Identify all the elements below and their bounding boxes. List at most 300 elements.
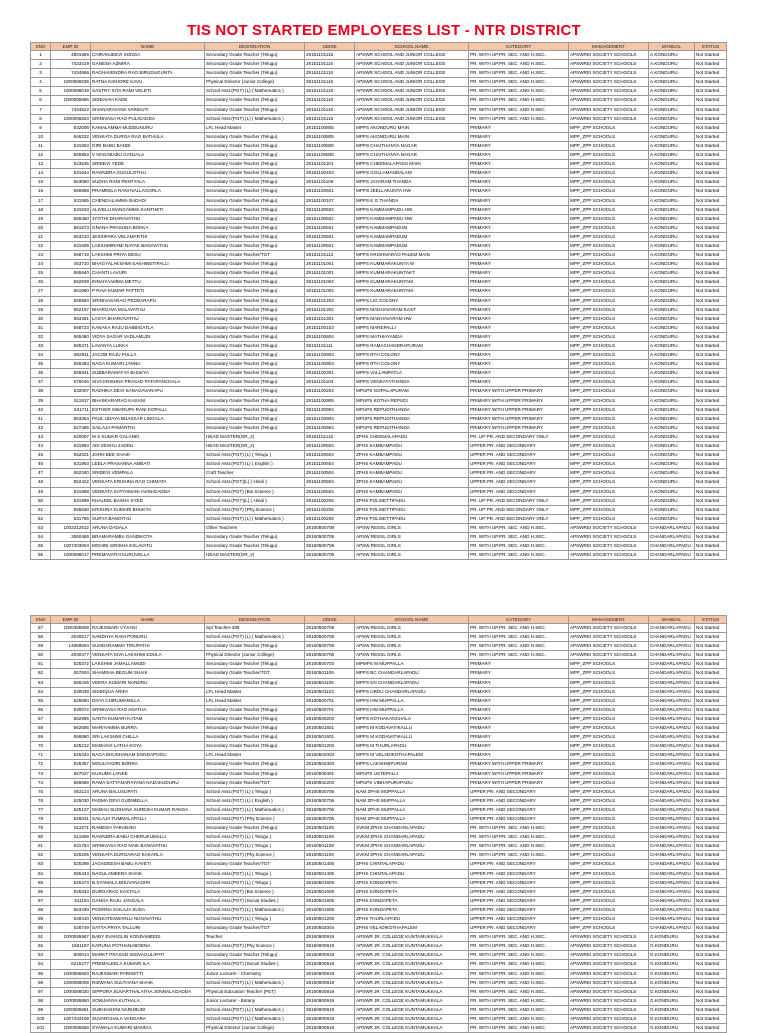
- cell-category: PR. WITH UP.PR. SEC. AND H.SEC.: [469, 542, 569, 551]
- table-row: [31, 505, 727, 514]
- table-row: [31, 824, 727, 833]
- table-row: [31, 78, 727, 87]
- cell-mandal: CHANDARLAPADU: [649, 842, 695, 851]
- cell-category: PR. WITH UP.PR. SEC. AND H.SEC.: [469, 1024, 569, 1033]
- cell-name: SANDHYA RANI PONURU: [91, 633, 205, 642]
- cell-management: APSWREI SOCIETY SCHOOLS: [569, 69, 649, 78]
- cell-school: APSWR JR. COLLEGE KUNTAMUKKALA: [355, 1024, 469, 1033]
- table-row: [31, 724, 727, 733]
- cell-mandal: CHANDARLAPADU: [649, 796, 695, 805]
- cell-sno: 64: [31, 687, 51, 696]
- cell-udise: 28160900919: [305, 951, 355, 960]
- cell-management: APSWREI SOCIETY SCHOOLS: [569, 942, 649, 951]
- column-header-sno: SNO: [31, 43, 51, 51]
- cell-management: MPP_ZPP SCHOOLS: [569, 724, 649, 733]
- cell-mandal: A.KONDURU: [649, 196, 695, 205]
- cell-status: Not Started: [695, 824, 727, 833]
- cell-name: SRINIVASA RAO NAIK BANAVATHU: [91, 842, 205, 851]
- cell-mandal: A.KONDURU: [649, 169, 695, 178]
- table-row: [31, 833, 727, 842]
- column-header-name: NAME: [91, 43, 205, 51]
- cell-udise: 28160900919: [305, 1005, 355, 1014]
- cell-sno: 52: [31, 514, 51, 523]
- cell-management: APSWREI SOCIETY SCHOOLS: [569, 633, 649, 642]
- cell-sno: 74: [31, 778, 51, 787]
- column-header-status: STATUS: [695, 43, 727, 51]
- cell-emp: 2860486: [51, 532, 91, 541]
- table-row: [31, 678, 727, 687]
- cell-name: VENKATA KRISHNA RAO CHIMATA: [91, 478, 205, 487]
- cell-management: APSWREI SOCIETY SCHOOLS: [569, 996, 649, 1005]
- table-row: [31, 769, 727, 778]
- cell-designation: HEAD MASTER(GR_2): [205, 432, 305, 441]
- cell-sno: 43: [31, 432, 51, 441]
- cell-category: PR. UP PR. AND SECONDARY ONLY: [469, 505, 569, 514]
- cell-mandal: CHANDARLAPADU: [649, 896, 695, 905]
- cell-mandal: CHANDARLAPADU: [649, 724, 695, 733]
- cell-status: Not Started: [695, 114, 727, 123]
- cell-status: Not Started: [695, 251, 727, 260]
- cell-emp: 558723: [51, 323, 91, 332]
- table-row: [31, 387, 727, 396]
- cell-sno: 30: [31, 314, 51, 323]
- cell-udise: 28161100808: [305, 141, 355, 150]
- cell-sno: 51: [31, 505, 51, 514]
- cell-category: PR. WITH UP.PR. SEC. AND H.SEC.: [469, 933, 569, 942]
- cell-udise: 28161100204: [305, 387, 355, 396]
- cell-mandal: G.KONDURU: [649, 942, 695, 951]
- table-row: [31, 996, 727, 1005]
- cell-name: CHENGALAMMA BADADI: [91, 196, 205, 205]
- cell-sno: 31: [31, 323, 51, 332]
- cell-designation: Secondary Grade Teacher (Telugu): [205, 360, 305, 369]
- cell-emp: 14859604: [51, 642, 91, 651]
- cell-emp: 531509: [51, 241, 91, 250]
- cell-name: VENKATA SIVA LAKSHMI EDULA: [91, 651, 205, 660]
- column-header-designation: DESIGNATION: [205, 616, 305, 624]
- cell-mandal: CHANDARLAPADU: [649, 705, 695, 714]
- cell-name: SIVANARAYANA VARIKUTI: [91, 105, 205, 114]
- table-row: [31, 432, 727, 441]
- cell-emp: 1000086017: [51, 551, 91, 560]
- cell-name: KUSUMA LANKE: [91, 769, 205, 778]
- cell-udise: 28160900919: [305, 969, 355, 978]
- cell-designation: School Asst.(PGT) (L) ( Mathematics ): [205, 114, 305, 123]
- cell-sno: 56: [31, 551, 51, 560]
- table-row: [31, 105, 727, 114]
- cell-management: APSWREI SOCIETY SCHOOLS: [569, 87, 649, 96]
- cell-mandal: A.KONDURU: [649, 223, 695, 232]
- cell-mandal: A.KONDURU: [649, 487, 695, 496]
- cell-school: ZPHS THURLAPADU: [355, 915, 469, 924]
- cell-category: PRIMARY: [469, 696, 569, 705]
- cell-management: MPP_ZPP SCHOOLS: [569, 296, 649, 305]
- cell-name: NAGA BHUSHANAM KONDAPOGU: [91, 751, 205, 760]
- cell-status: Not Started: [695, 933, 727, 942]
- cell-name: VENKATA SATYAMANI AVANIGADDA: [91, 487, 205, 496]
- cell-designation: Secondary Grade Teacher (Telugu): [205, 132, 305, 141]
- cell-udise: 28160501109: [305, 842, 355, 851]
- cell-management: MPP_ZPP SCHOOLS: [569, 696, 649, 705]
- cell-name: RADHIKA DEVI SANAGAVARAPU: [91, 387, 205, 396]
- table-row: [31, 915, 727, 924]
- cell-mandal: CHANDARLAPADU: [649, 678, 695, 687]
- cell-school: ZPHS KAMBAMPADU: [355, 451, 469, 460]
- cell-status: Not Started: [695, 460, 727, 469]
- cell-sno: 66: [31, 705, 51, 714]
- cell-name: MADHU SUDHANA SURESH KUMAR RANGA: [91, 805, 205, 814]
- cell-mandal: A.KONDURU: [649, 305, 695, 314]
- cell-status: Not Started: [695, 342, 727, 351]
- cell-status: Not Started: [695, 915, 727, 924]
- cell-sno: 61: [31, 660, 51, 669]
- cell-emp: 6215277: [51, 960, 91, 969]
- cell-status: Not Started: [695, 51, 727, 60]
- cell-udise: 28161101101: [305, 160, 355, 169]
- cell-status: Not Started: [695, 833, 727, 842]
- cell-sno: 69: [31, 733, 51, 742]
- table-row: [31, 296, 727, 305]
- cell-udise: 28160501605: [305, 896, 355, 905]
- cell-udise: 28160501601: [305, 724, 355, 733]
- table-row: [31, 714, 727, 723]
- cell-status: Not Started: [695, 960, 727, 969]
- cell-category: PRIMARY: [469, 241, 569, 250]
- cell-udise: 28160500708: [305, 651, 355, 660]
- column-header-emp: EMP ID: [51, 43, 91, 51]
- cell-category: PR. WITH UP.PR. SEC. AND H.SEC.: [469, 833, 569, 842]
- cell-name: SYAMALA KUMARI MANIGA: [91, 1024, 205, 1033]
- cell-mandal: CHANDARLAPADU: [649, 624, 695, 633]
- column-header-category: CATEGORY: [469, 616, 569, 624]
- cell-status: Not Started: [695, 123, 727, 132]
- cell-category: PRIMARY: [469, 196, 569, 205]
- cell-status: Not Started: [695, 378, 727, 387]
- cell-status: Not Started: [695, 687, 727, 696]
- cell-school: NAM ZPHS MUPPALLA: [355, 796, 469, 805]
- cell-sno: 68: [31, 724, 51, 733]
- cell-mandal: G.KONDURU: [649, 987, 695, 996]
- cell-category: PRIMARY: [469, 132, 569, 141]
- cell-mandal: G.KONDURU: [649, 969, 695, 978]
- cell-status: Not Started: [695, 860, 727, 869]
- cell-sno: 53: [31, 523, 51, 532]
- cell-management: MPP_ZPP SCHOOLS: [569, 214, 649, 223]
- cell-designation: Secondary Grade Teacher (Telugu): [205, 660, 305, 669]
- cell-school: MPPS RTH COLONY: [355, 360, 469, 369]
- cell-category: PRIMARY: [469, 151, 569, 160]
- cell-management: MPP_ZPP SCHOOLS: [569, 751, 649, 760]
- cell-sno: 55: [31, 542, 51, 551]
- cell-sno: 49: [31, 487, 51, 496]
- cell-udise: 28161101116: [305, 114, 355, 123]
- cell-management: MPP_ZPP SCHOOLS: [569, 887, 649, 896]
- cell-school: APSW RESSL GIRLS: [355, 551, 469, 560]
- cell-udise: 28160900919: [305, 1024, 355, 1033]
- cell-school: MPPS GOLLAMANDALAM: [355, 169, 469, 178]
- cell-management: MPP_ZPP SCHOOLS: [569, 915, 649, 924]
- cell-sno: 34: [31, 351, 51, 360]
- cell-mandal: CHANDARLAPADU: [649, 660, 695, 669]
- cell-designation: Secondary Grade Teacher/TGT: [205, 669, 305, 678]
- cell-mandal: CHANDARLAPADU: [649, 642, 695, 651]
- cell-school: APSWR SCHOOL AND JUNIOR COLLEGE: [355, 114, 469, 123]
- cell-management: MPP_ZPP SCHOOLS: [569, 169, 649, 178]
- cell-school: MPPS KAMMAMPADUM: [355, 223, 469, 232]
- cell-school: ZPHS KONDAPETA: [355, 896, 469, 905]
- cell-emp: 555963: [51, 296, 91, 305]
- cell-mandal: A.KONDURU: [649, 214, 695, 223]
- column-header-school: SCHOOL NAME: [355, 43, 469, 51]
- cell-name: RAGHAVENDRA RAO BIRUDUGUNTA: [91, 69, 205, 78]
- cell-designation: Secondary Grade Teacher/TGT: [205, 778, 305, 787]
- cell-emp: 557604: [51, 669, 91, 678]
- table-row: [31, 214, 727, 223]
- cell-mandal: CHANDARLAPADU: [649, 805, 695, 814]
- cell-name: ADI SESHU JADDU: [91, 442, 205, 451]
- cell-school: MPUPS USTEPALLI: [355, 769, 469, 778]
- cell-emp: 552114: [51, 787, 91, 796]
- cell-management: APSWREI SOCIETY SCHOOLS: [569, 542, 649, 551]
- cell-category: UPPER PR. AND SECONDARY: [469, 460, 569, 469]
- cell-emp: 523536: [51, 160, 91, 169]
- cell-designation: Secondary Grade Teacher (Telugu): [205, 351, 305, 360]
- cell-category: UPPER PR. AND SECONDARY: [469, 805, 569, 814]
- cell-school: ZPHS KONDAPETA: [355, 905, 469, 914]
- table-row: [31, 869, 727, 878]
- cell-category: PR. WITH UP.PR. SEC. AND H.SEC.: [469, 96, 569, 105]
- cell-name: ESTHER SWARUPA RANI KOPALLI: [91, 405, 205, 414]
- cell-name: PREMALEELA KUMARI ILA: [91, 960, 205, 969]
- cell-category: UPPER PR. AND SECONDARY: [469, 915, 569, 924]
- cell-designation: Secondary Grade Teacher (Telugu): [205, 414, 305, 423]
- cell-school: ZPHS POLISETTIPADU: [355, 496, 469, 505]
- cell-name: SRINIVASA RAO ANATHA: [91, 705, 205, 714]
- cell-name: SUBHASHINI NARUBUDI: [91, 1005, 205, 1014]
- cell-school: MPUPS REPUDITHANDA: [355, 405, 469, 414]
- table-row: [31, 205, 727, 214]
- cell-sno: 77: [31, 805, 51, 814]
- cell-mandal: G.KONDURU: [649, 1024, 695, 1033]
- cell-designation: Physical Director (Junior College): [205, 1024, 305, 1033]
- cell-name: SOWJANYA KUTHALA: [91, 996, 205, 1005]
- cell-school: SVKM ZPHS CHANDARLAPADU: [355, 851, 469, 860]
- cell-status: Not Started: [695, 869, 727, 878]
- cell-school: APSWR SCHOOL AND JUNIOR COLLEGE: [355, 105, 469, 114]
- table-row: [31, 551, 727, 560]
- cell-status: Not Started: [695, 160, 727, 169]
- cell-name: BHAGYALAKSHMI SAKHINETIPALLI: [91, 260, 205, 269]
- table-row: [31, 360, 727, 369]
- cell-sno: 89: [31, 915, 51, 924]
- cell-designation: Physical Education Teacher (PET): [205, 987, 305, 996]
- cell-emp: 552021: [51, 451, 91, 460]
- cell-mandal: A.KONDURU: [649, 432, 695, 441]
- column-header-mandal: MANDAL: [649, 616, 695, 624]
- cell-name: RAVINDRA BABU CHERUKUMALLI: [91, 833, 205, 842]
- cell-category: PRIMARY WITH UPPER PRIMARY: [469, 414, 569, 423]
- cell-status: Not Started: [695, 105, 727, 114]
- cell-status: Not Started: [695, 223, 727, 232]
- column-header-management: MANAGEMENT: [569, 616, 649, 624]
- cell-sno: 91: [31, 933, 51, 942]
- cell-school: ZPHS KAMBAMPADU: [355, 469, 469, 478]
- cell-sno: 26: [31, 278, 51, 287]
- cell-sno: 6: [31, 96, 51, 105]
- cell-emp: 546332: [51, 132, 91, 141]
- cell-category: PRIMARY WITH UPPER PRIMARY: [469, 387, 569, 396]
- cell-udise: 28160502004: [305, 924, 355, 933]
- cell-status: Not Started: [695, 278, 727, 287]
- table-row: [31, 805, 727, 814]
- cell-status: Not Started: [695, 1024, 727, 1033]
- cell-emp: 563391: [51, 314, 91, 323]
- table-row: [31, 323, 727, 332]
- cell-mandal: A.KONDURU: [649, 442, 695, 451]
- cell-emp: 558680: [51, 733, 91, 742]
- cell-management: APSWREI SOCIETY SCHOOLS: [569, 532, 649, 541]
- cell-school: MPPS CHEEMALAPADU MAIN: [355, 160, 469, 169]
- cell-mandal: A.KONDURU: [649, 260, 695, 269]
- cell-mandal: CHANDARLAPADU: [649, 915, 695, 924]
- cell-management: MPP_ZPP SCHOOLS: [569, 742, 649, 751]
- cell-name: VENKATA DURGA RAO BATHULA: [91, 132, 205, 141]
- cell-category: PR. WITH UP.PR. SEC. AND H.SEC.: [469, 1015, 569, 1024]
- cell-school: APSWR JR. COLLEGE KUNTAMUKKALA: [355, 942, 469, 951]
- cell-school: APSW RESSL GIRLS: [355, 523, 469, 532]
- cell-category: PR. WITH UP.PR. SEC. AND H.SEC.: [469, 551, 569, 560]
- cell-status: Not Started: [695, 387, 727, 396]
- cell-udise: 28160501605: [305, 887, 355, 896]
- cell-udise: 28161101203: [305, 296, 355, 305]
- cell-management: MPP_ZPP SCHOOLS: [569, 442, 649, 451]
- cell-name: MOHINI SIRISHA ESLAVATU: [91, 542, 205, 551]
- cell-name: POORNA SAILAJA SUDA: [91, 905, 205, 914]
- table-row: [31, 796, 727, 805]
- cell-status: Not Started: [695, 942, 727, 951]
- cell-school: MPPS KUMMARAKUNTAKT: [355, 269, 469, 278]
- cell-mandal: A.KONDURU: [649, 369, 695, 378]
- cell-udise: 28160500708: [305, 633, 355, 642]
- cell-designation: Physical Director (Junior College): [205, 78, 305, 87]
- cell-designation: Secondary Grade Teacher (Telugu): [205, 305, 305, 314]
- cell-management: MPP_ZPP SCHOOLS: [569, 269, 649, 278]
- cell-emp: 530039: [51, 687, 91, 696]
- cell-name: CHIRANJEEVI SONGA: [91, 51, 205, 60]
- cell-udise: 28160500706: [305, 796, 355, 805]
- cell-name: SRINIVASA RAO PULIGADDA: [91, 114, 205, 123]
- cell-emp: 561990: [51, 287, 91, 296]
- cell-sno: 94: [31, 960, 51, 969]
- cell-name: SATYA PRIYA TALLURI: [91, 924, 205, 933]
- table-row: [31, 751, 727, 760]
- cell-category: PR. WITH UP.PR. SEC. AND H.SEC.: [469, 624, 569, 633]
- cell-emp: 562995: [51, 714, 91, 723]
- table-row: [31, 232, 727, 241]
- table-row: [31, 1015, 727, 1024]
- cell-management: MPP_ZPP SCHOOLS: [569, 687, 649, 696]
- cell-mandal: CHANDARLAPADU: [649, 760, 695, 769]
- cell-mandal: A.KONDURU: [649, 405, 695, 414]
- cell-sno: 20: [31, 223, 51, 232]
- table-row: [31, 660, 727, 669]
- cell-school: APSWR JR. COLLEGE KUNTAMUKKALA: [355, 996, 469, 1005]
- cell-emp: 525372: [51, 660, 91, 669]
- cell-sno: 9: [31, 123, 51, 132]
- cell-emp: 800014: [51, 951, 91, 960]
- cell-name: MOULIYADRI BORRA: [91, 760, 205, 769]
- cell-emp: 511669: [51, 833, 91, 842]
- cell-school: NAM ZPHS MUPPALLA: [355, 787, 469, 796]
- cell-designation: School Asst.(PGT) (Phy.Science ): [205, 942, 305, 951]
- cell-sno: 18: [31, 205, 51, 214]
- cell-category: PRIMARY: [469, 169, 569, 178]
- cell-name: LASYA BHAROVATHU: [91, 314, 205, 323]
- cell-category: UPPER PR. AND SECONDARY: [469, 878, 569, 887]
- cell-udise: 28161101116: [305, 87, 355, 96]
- table-row: [31, 887, 727, 896]
- cell-name: KHALEEL BASHA SYED: [91, 496, 205, 505]
- cell-category: PRIMARY: [469, 705, 569, 714]
- cell-management: APSWREI SOCIETY SCHOOLS: [569, 651, 649, 660]
- cell-sno: 98: [31, 996, 51, 1005]
- table-row: [31, 633, 727, 642]
- table-row: [31, 960, 727, 969]
- table-row: [31, 160, 727, 169]
- cell-emp: 555958: [51, 187, 91, 196]
- cell-emp: 556686: [51, 778, 91, 787]
- cell-management: MPP_ZPP SCHOOLS: [569, 851, 649, 860]
- cell-name: LAKSHMIRAMI NAYAK BANAVATHU: [91, 241, 205, 250]
- cell-name: SASTRY SITA RAMI VELETI: [91, 87, 205, 96]
- cell-management: MPP_ZPP SCHOOLS: [569, 151, 649, 160]
- cell-mandal: CHANDARLAPADU: [649, 696, 695, 705]
- cell-school: MPPS KRISHNARAO PALEM MAIN: [355, 251, 469, 260]
- cell-status: Not Started: [695, 851, 727, 860]
- cell-emp: 511154: [51, 896, 91, 905]
- cell-emp: 511817: [51, 396, 91, 405]
- cell-mandal: A.KONDURU: [649, 96, 695, 105]
- cell-category: PRIMARY: [469, 323, 569, 332]
- cell-management: MPP_ZPP SCHOOLS: [569, 905, 649, 914]
- cell-category: PRIMARY WITH UPPER PRIMARY: [469, 396, 569, 405]
- cell-category: PRIMARY WITH UPPER PRIMARY: [469, 769, 569, 778]
- cell-management: APSWREI SOCIETY SCHOOLS: [569, 642, 649, 651]
- table-row: [31, 514, 727, 523]
- cell-management: APSWREI SOCIETY SCHOOLS: [569, 960, 649, 969]
- cell-emp: 1000086030: [51, 987, 91, 996]
- cell-emp: 520067: [51, 432, 91, 441]
- cell-name: SURYA BANOTHU: [91, 514, 205, 523]
- cell-category: UPPER PR. AND SECONDARY: [469, 814, 569, 823]
- table-row: [31, 760, 727, 769]
- cell-management: APSWREI SOCIETY SCHOOLS: [569, 105, 649, 114]
- cell-emp: 7423419: [51, 60, 91, 69]
- cell-school: APSWR SCHOOL AND JUNIOR COLLEGE: [355, 87, 469, 96]
- cell-sno: 38: [31, 387, 51, 396]
- cell-mandal: A.KONDURU: [649, 51, 695, 60]
- cell-udise: 28160500708: [305, 542, 355, 551]
- cell-designation: Secondary Grade Teacher (Telugu): [205, 369, 305, 378]
- cell-sno: 96: [31, 978, 51, 987]
- cell-emp: 563210: [51, 232, 91, 241]
- cell-status: Not Started: [695, 878, 727, 887]
- cell-udise: 28161100502: [305, 214, 355, 223]
- cell-name: VENKATA DURGARAO KAKARLA: [91, 851, 205, 860]
- cell-emp: 1000086019: [51, 87, 91, 96]
- cell-category: PRIMARY: [469, 751, 569, 760]
- cell-category: PR. WITH UP.PR. SEC. AND H.SEC.: [469, 969, 569, 978]
